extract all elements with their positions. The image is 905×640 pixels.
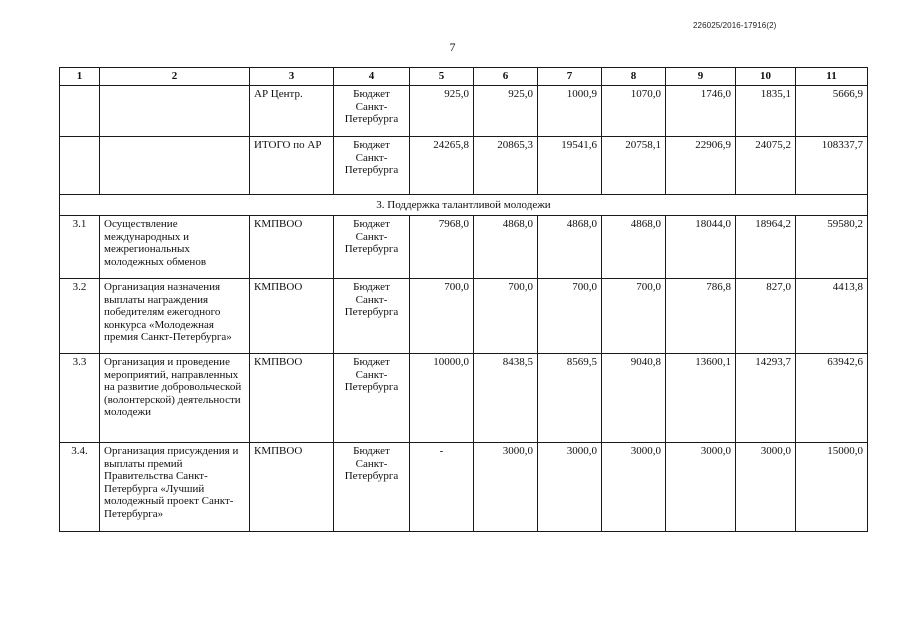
value-cell: 20758,1 [602,137,666,195]
activity-name: Организация и проведение мероприятий, направленных на развитие добровольческой (волонтерской) деятельности молодежи [100,354,250,443]
row-number: 3.4. [60,443,100,532]
value-cell: 10000,0 [410,354,474,443]
activity-name: Организация присуждения и выплаты премий Правительства Санкт-Петербурга «Лучший молодежный проект Санкт-Петербурга» [100,443,250,532]
executor: ИТОГО по АР [250,137,334,195]
table-row [60,137,868,195]
header-cell: 5 [410,68,474,86]
header-cell: 4 [334,68,410,86]
value-cell: 108337,7 [796,137,868,195]
value-cell: 700,0 [538,279,602,354]
header-cell: 7 [538,68,602,86]
executor: КМПВОО [250,216,334,279]
activity-name [100,86,250,137]
row-number: 3.3 [60,354,100,443]
table-row [60,443,868,532]
row-number: 3.1 [60,216,100,279]
section-title: 3. Поддержка талантливой молодежи [60,195,868,216]
value-cell: 4868,0 [602,216,666,279]
table-row [60,86,868,137]
row-number [60,86,100,137]
table-row [60,279,868,354]
row-number: 3.2 [60,279,100,354]
value-cell: 9040,8 [602,354,666,443]
value-cell: 5666,9 [796,86,868,137]
header-cell: 3 [250,68,334,86]
executor: КМПВОО [250,443,334,532]
table-row [60,354,868,443]
activity-name [100,137,250,195]
value-cell: 3000,0 [666,443,736,532]
row-number [60,137,100,195]
value-cell: 786,8 [666,279,736,354]
header-cell: 1 [60,68,100,86]
value-cell: - [410,443,474,532]
value-cell: 8569,5 [538,354,602,443]
header-cell: 11 [796,68,868,86]
value-cell: 19541,6 [538,137,602,195]
value-cell: 7968,0 [410,216,474,279]
executor: АР Центр. [250,86,334,137]
funding-source: Бюджет Санкт-Петербурга [334,354,410,443]
value-cell: 63942,6 [796,354,868,443]
value-cell: 4868,0 [538,216,602,279]
value-cell: 20865,3 [474,137,538,195]
header-cell: 2 [100,68,250,86]
header-row [60,68,868,86]
value-cell: 3000,0 [736,443,796,532]
document-number: 226025/2016-17916(2) [693,21,777,30]
page-number: 7 [449,40,456,54]
header-cell: 8 [602,68,666,86]
funding-source: Бюджет Санкт-Петербурга [334,137,410,195]
value-cell: 24265,8 [410,137,474,195]
value-cell: 14293,7 [736,354,796,443]
budget-table [59,67,868,532]
header-cell: 9 [666,68,736,86]
value-cell: 925,0 [474,86,538,137]
executor: КМПВОО [250,354,334,443]
activity-name: Осуществление международных и межрегиональных молодежных обменов [100,216,250,279]
header-cell: 10 [736,68,796,86]
activity-name: Организация назначения выплаты награждения победителям ежегодного конкурса «Молодежная премия Санкт-Петербурга» [100,279,250,354]
value-cell: 1070,0 [602,86,666,137]
value-cell: 24075,2 [736,137,796,195]
value-cell: 3000,0 [538,443,602,532]
funding-source: Бюджет Санкт-Петербурга [334,216,410,279]
funding-source: Бюджет Санкт-Петербурга [334,86,410,137]
value-cell: 22906,9 [666,137,736,195]
funding-source: Бюджет Санкт-Петербурга [334,279,410,354]
value-cell: 3000,0 [474,443,538,532]
value-cell: 827,0 [736,279,796,354]
value-cell: 15000,0 [796,443,868,532]
value-cell: 700,0 [602,279,666,354]
value-cell: 925,0 [410,86,474,137]
value-cell: 700,0 [410,279,474,354]
value-cell: 8438,5 [474,354,538,443]
funding-source: Бюджет Санкт-Петербурга [334,443,410,532]
value-cell: 1746,0 [666,86,736,137]
value-cell: 1000,9 [538,86,602,137]
value-cell: 3000,0 [602,443,666,532]
value-cell: 4868,0 [474,216,538,279]
value-cell: 4413,8 [796,279,868,354]
value-cell: 18044,0 [666,216,736,279]
value-cell: 59580,2 [796,216,868,279]
section-header-row [60,195,868,216]
executor: КМПВОО [250,279,334,354]
value-cell: 13600,1 [666,354,736,443]
header-cell: 6 [474,68,538,86]
value-cell: 1835,1 [736,86,796,137]
value-cell: 18964,2 [736,216,796,279]
value-cell: 700,0 [474,279,538,354]
table-row [60,216,868,279]
